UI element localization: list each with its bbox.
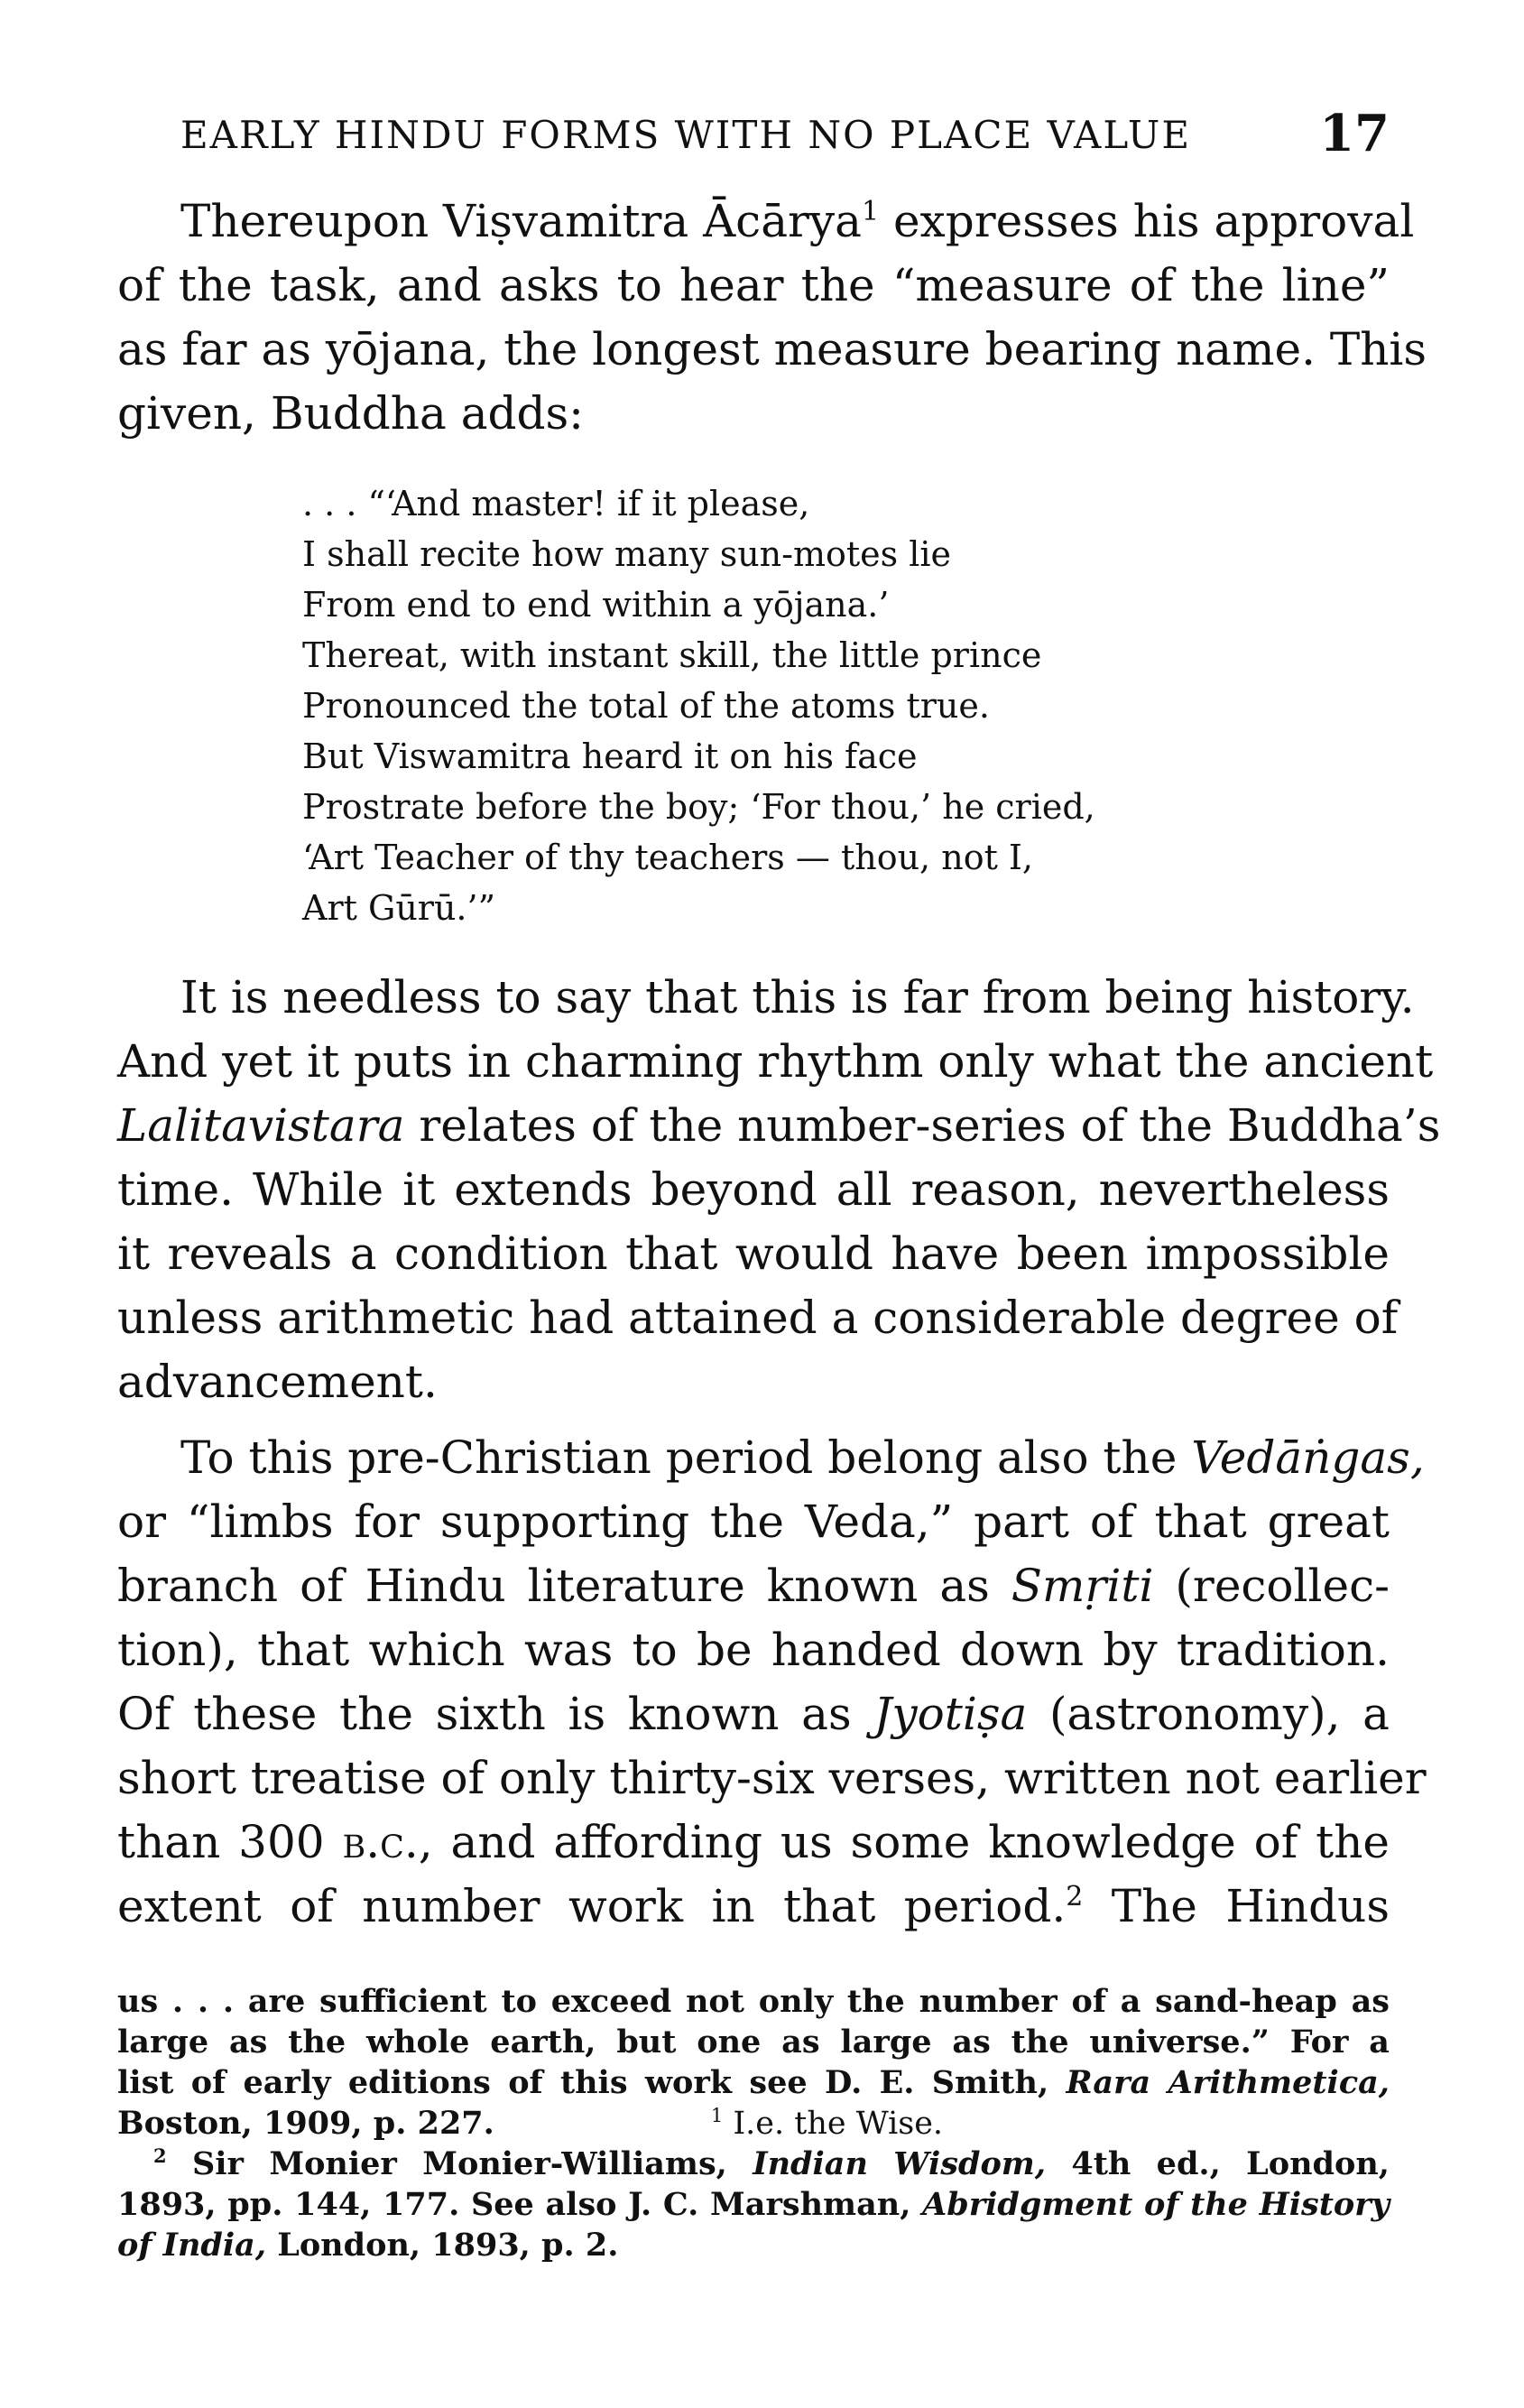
para3-line: Of these the sixth is known as Jyotiṣa (astronomy), a [117, 1688, 1390, 1740]
verse-quotation [302, 478, 1295, 933]
para1-line: of the task, and asks to hear the “measure of the line” [117, 259, 1390, 311]
para1-line: Thereupon Viṣvamitra Ācārya$^1$ expresses his approval [180, 195, 1415, 247]
paragraph-1 [117, 190, 1427, 446]
footnote-ref-2: 2 [1066, 1881, 1084, 1913]
paragraph-2 [117, 966, 1441, 1414]
verse-line: From end to end within a yōjana.’ [302, 585, 890, 625]
para2-line: And yet it puts in charming rhythm only what the ancient [117, 1035, 1434, 1088]
footnote-line: 1893, pp. 144, 177. See also J. C. Marshman, Abridgment of the History [117, 2186, 1390, 2223]
para2-line: It is needless to say that this is far from being history. [180, 971, 1415, 1023]
para3-line: branch of Hindu literature known as Smṛiti (recollec- [117, 1560, 1390, 1612]
verse-line: . . . “‘And master! if it please, [302, 484, 810, 523]
footnote-line: $^2$ Sir Monier Monier-Williams, Indian Wisdom, 4th ed., London, [153, 2144, 1390, 2182]
para3-line: than 300 b.c., and affording us some knowledge of the [117, 1816, 1390, 1868]
para2-line: time. While it extends beyond all reason, nevertheless [117, 1163, 1390, 1216]
para3-line: short treatise of only thirty-six verses, written not earlier [117, 1752, 1427, 1804]
footnote-line: of India, London, 1893, p. 2. [117, 2227, 619, 2264]
para3-line: tion), that which was to be handed down by tradition. [117, 1624, 1390, 1676]
footnote-line: list of early editions of this work see D. E. Smith, Rara Arithmetica, [117, 2064, 1390, 2101]
page-number: 17 [1319, 104, 1390, 163]
para3-line: or “limbs for supporting the Veda,” part of that great [117, 1496, 1390, 1548]
para1-line: as far as yōjana, the longest measure bearing name. This [117, 323, 1427, 375]
book-title-lalitavistara: Lalitavistara [117, 1099, 405, 1152]
para3-line: extent of number work in that period.$^2$ The Hindus [117, 1880, 1390, 1932]
para2-line: advancement. [117, 1356, 438, 1408]
footnote-line: us . . . are sufficient to exceed not only the number of a sand-heap as [117, 1983, 1390, 2020]
footnote-ref-1: 1 [861, 196, 880, 227]
footnote-marker-2: 2 [153, 2144, 167, 2168]
verse-line: But Viswamitra heard it on his face [302, 736, 918, 776]
verse-line: Thereat, with instant skill, the little prince [302, 635, 1042, 675]
para2-line: Lalitavistara relates of the number-series of the Buddha’s [117, 1099, 1441, 1152]
footnotes [117, 1981, 1390, 2265]
para2-line: unless arithmetic had attained a considerable degree of [117, 1292, 1399, 1344]
footnote-marker-1: 1 [710, 2105, 724, 2127]
para3-line: To this pre-Christian period belong also the Vedāṅgas, [180, 1431, 1425, 1484]
verse-line: I shall recite how many sun-motes lie [302, 534, 952, 574]
verse-line: Prostrate before the boy; ‘For thou,’ he cried, [302, 787, 1095, 827]
term-jyotisa: Jyotiṣa [873, 1688, 1028, 1740]
verse-line: Pronounced the total of the atoms true. [302, 686, 990, 726]
verse-line: ‘Art Teacher of thy teachers — thou, not I, [302, 838, 1034, 877]
term-smriti: Smṛiti [1011, 1560, 1154, 1612]
footnote-line: large as the whole earth, but one as large as the universe.” For a [117, 2024, 1390, 2061]
running-head [180, 104, 1390, 167]
verse-line: Art Gūrū.’” [302, 888, 496, 928]
paragraph-3 [117, 1426, 1427, 1939]
era-abbreviation: b.c. [342, 1816, 419, 1868]
para2-line: it reveals a condition that would have been impossible [117, 1227, 1390, 1280]
term-vedangas: Vedāṅgas, [1191, 1431, 1425, 1484]
footnote-line: Boston, 1909, p. 227. $^1$ I.e. the Wise. [117, 2105, 944, 2142]
running-head-title: EARLY HINDU FORMS WITH NO PLACE VALUE [180, 113, 1191, 157]
para1-line: given, Buddha adds: [117, 387, 585, 440]
